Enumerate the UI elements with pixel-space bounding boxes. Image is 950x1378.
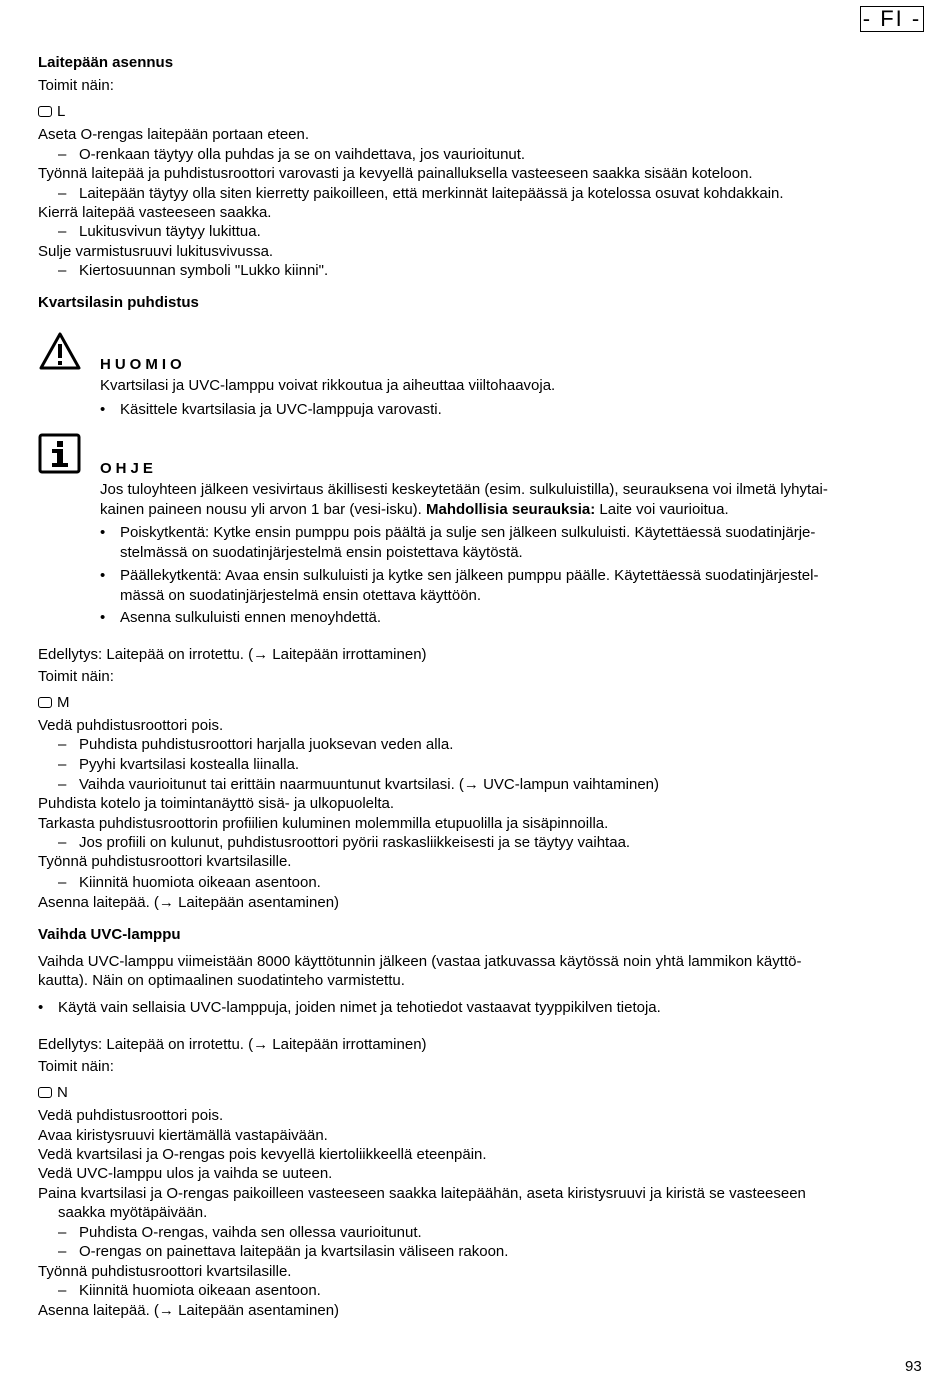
instruction-line: Paina kvartsilasi ja O-rengas paikoilleen vasteeseen saakka laitepäähän, aseta kiristysruuvi ja kiristä se vasteeseen (38, 1185, 806, 1202)
instruction-line: Työnnä puhdistusroottori kvartsilasille. (38, 1263, 292, 1280)
instruction-line: Työnnä laitepää ja puhdistusroottori varovasti ja kevyellä painalluksella vasteeseen saakka sisään koteloon. (38, 165, 753, 182)
note-text-line-1: Jos tuloyhteen jälkeen vesivirtaus äkillisesti keskeytetään (esim. sulkuluistilla), seurauksena voi ilmetä lyhytai- (100, 481, 828, 498)
result-line: – Puhdista O-rengas, vaihda sen ollessa vaurioitunut. (58, 1224, 422, 1241)
note-bullet-1-cont: stelmässä on suodatinjärjestelmä ensin poistettava käytöstä. (120, 544, 523, 561)
result-line: – Pyyhi kvartsilasi kostealla liinalla. (58, 756, 300, 773)
info-icon (38, 433, 81, 474)
result-line: – O-renkaan täytyy olla puhdas ja se on vaihdettava, jos vaurioitunut. (58, 146, 526, 163)
result-line: – Kiinnitä huomiota oikeaan asentoon. (58, 874, 321, 891)
result-line: – Lukitusvivun täytyy lukittua. (58, 223, 261, 240)
prerequisite: Edellytys: Laitepää on irrotettu. (→ Laitepään irrottaminen) (38, 1036, 427, 1053)
warning-bullet: • Käsittele kvartsilasia ja UVC-lamppuja varovasti. (100, 401, 442, 418)
section-title-vaihda-uvc-lamppu: Vaihda UVC-lamppu (38, 926, 181, 943)
note-bullet-1: • Poiskytkentä: Kytke ensin pumppu pois päältä ja sulje sen jälkeen sulkuluisti. Käytettäessä suodatinjärje- (100, 524, 816, 541)
intro-text: Toimit näin: (38, 668, 114, 685)
instruction-line: Vedä kvartsilasi ja O-rengas pois kevyellä kiertoliikkeellä eteenpäin. (38, 1146, 487, 1163)
step-ref-label: L (57, 103, 66, 120)
paragraph-line-2: kautta). Näin on optimaalinen suodatinteho varmistettu. (38, 972, 405, 989)
instruction-line: Kierrä laitepää vasteeseen saakka. (38, 204, 272, 221)
note-bullet-3: • Asenna sulkuluisti ennen menoyhdettä. (100, 609, 382, 626)
page-number: 93 (905, 1358, 922, 1375)
warning-triangle-icon (38, 331, 82, 371)
note-bullet-2: • Päällekytkentä: Avaa ensin sulkuluisti ja kytke sen jälkeen pumppu päälle. Käytettäessä suodatinjärjestel- (100, 567, 819, 584)
warning-text: Kvartsilasi ja UVC-lamppu voivat rikkoutua ja aiheuttaa viiltohaavoja. (100, 377, 556, 394)
note-bullet-2-cont: mässä on suodatinjärjestelmä ensin otettava käyttöön. (120, 587, 482, 604)
instruction-line: Työnnä puhdistusroottori kvartsilasille. (38, 853, 292, 870)
note-text-line-2: kainen paineen nousu yli arvon 1 bar (vesi-isku). Mahdollisia seurauksia: Laite voi vaurioitua. (100, 501, 729, 518)
instruction-line: Tarkasta puhdistusroottorin profiilien kuluminen molemmilla etupuolilla ja sisäpinnoilla. (38, 815, 609, 832)
intro-text: Toimit näin: (38, 77, 114, 94)
result-line: – O-rengas on painettava laitepään ja kvartsilasin väliseen rakoon. (58, 1243, 509, 1260)
result-line: – Vaihda vaurioitunut tai erittäin naarmuuntunut kvartsilasi. (→ UVC-lampun vaihtaminen) (58, 776, 659, 793)
step-reference (38, 1083, 68, 1102)
instruction-line: Sulje varmistusruuvi lukitusvivussa. (38, 243, 274, 260)
step-ref-label: M (57, 694, 70, 711)
result-line: – Laitepään täytyy olla siten kierretty paikoilleen, että merkinnät laitepäässä ja kotelossa osuvat kohdakkain. (58, 185, 784, 202)
note-title: OHJE (100, 460, 157, 477)
instruction-line: Vedä UVC-lamppu ulos ja vaihda se uuteen. (38, 1165, 333, 1182)
instruction-line: Vedä puhdistusroottori pois. (38, 1107, 224, 1124)
instruction-line-cont: saakka myötäpäivään. (58, 1204, 208, 1221)
language-badge: - FI - (860, 6, 924, 32)
prerequisite: Edellytys: Laitepää on irrotettu. (→ Laitepään irrottaminen) (38, 646, 427, 663)
instruction-line: Asenna laitepää. (→ Laitepään asentaminen) (38, 894, 340, 911)
instruction-line: Aseta O-rengas laitepään portaan eteen. (38, 126, 310, 143)
paragraph-line-1: Vaihda UVC-lamppu viimeistään 8000 käyttötunnin jälkeen (vastaa jatkuvassa käytössä noin yhtä lammikon käyttö- (38, 953, 802, 970)
result-line: – Jos profiili on kulunut, puhdistusroottori pyörii raskasliikkeisesti ja se täytyy vaihtaa. (58, 834, 631, 851)
step-figure-icon (38, 697, 52, 708)
instruction-line: Avaa kiristysruuvi kiertämällä vastapäivään. (38, 1127, 328, 1144)
bullet-item: • Käytä vain sellaisia UVC-lamppuja, joiden nimet ja tehotiedot vastaavat tyyppikilven tietoja. (38, 999, 661, 1016)
instruction-line: Asenna laitepää. (→ Laitepään asentaminen) (38, 1302, 340, 1319)
step-figure-icon (38, 1087, 52, 1098)
step-ref-label: N (57, 1084, 68, 1101)
instruction-line: Puhdista kotelo ja toimintanäyttö sisä- ja ulkopuolelta. (38, 795, 395, 812)
step-reference (38, 102, 65, 121)
warning-title: HUOMIO (100, 356, 186, 373)
section-title-kvartsilasin-puhdistus: Kvartsilasin puhdistus (38, 294, 199, 311)
step-reference (38, 693, 70, 712)
instruction-line: Vedä puhdistusroottori pois. (38, 717, 224, 734)
result-line: – Puhdista puhdistusroottori harjalla juoksevan veden alla. (58, 736, 454, 753)
step-figure-icon (38, 106, 52, 117)
result-line: – Kiertosuunnan symboli "Lukko kiinni". (58, 262, 329, 279)
section-title-laitepaan-asennus: Laitepään asennus (38, 54, 174, 71)
intro-text: Toimit näin: (38, 1058, 114, 1075)
result-line: – Kiinnitä huomiota oikeaan asentoon. (58, 1282, 321, 1299)
